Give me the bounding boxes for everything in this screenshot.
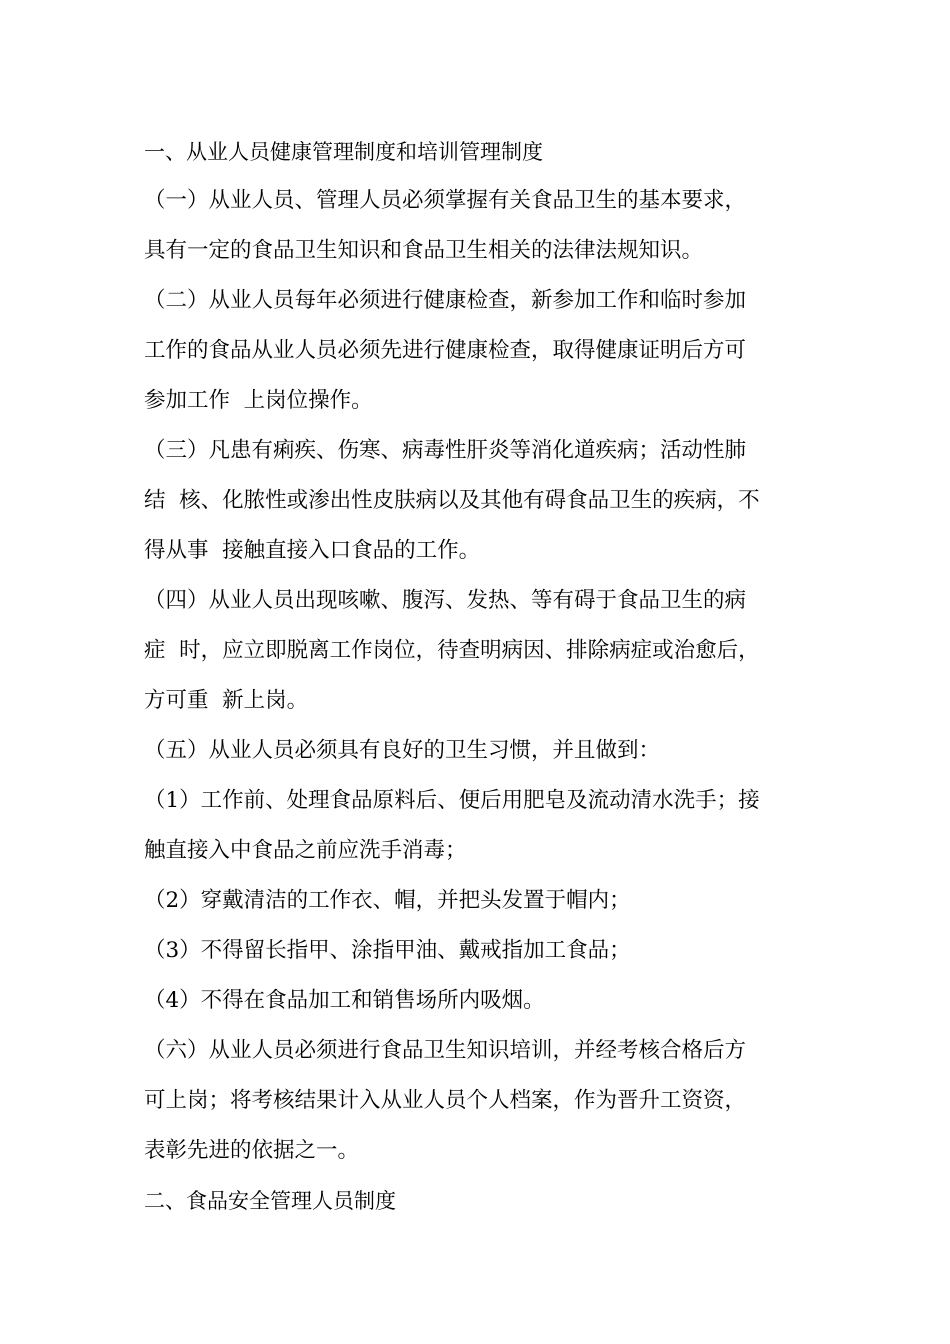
list-item-line: （1）工作前、处理食品原料后、便后用肥皂及流动清水洗手；接 [144, 788, 760, 813]
list-item-line: （3）不得留长指甲、涂指甲油、戴戒指加工食品； [144, 938, 631, 963]
paragraph-line: 可上岗；将考核结果计入从业人员个人档案，作为晋升工资资， [144, 1088, 747, 1113]
list-item-line: （4）不得在食品加工和销售场所内吸烟。 [144, 988, 545, 1013]
paragraph-line: 得从事 接触直接入口食品的工作。 [144, 538, 481, 563]
section-heading-1: 一、从业人员健康管理制度和培训管理制度 [144, 140, 543, 164]
list-item-line: （2）穿戴清洁的工作衣、帽，并把头发置于帽内； [144, 888, 631, 913]
paragraph-line: 具有一定的食品卫生知识和食品卫生相关的法律法规知识。 [144, 238, 704, 263]
paragraph-line: 参加工作 上岗位操作。 [144, 388, 373, 413]
paragraph-line: （六）从业人员必须进行食品卫生知识培训，并经考核合格后方 [144, 1038, 747, 1063]
paragraph-line: 结 核、化脓性或渗出性皮肤病以及其他有碍食品卫生的疾病，不 [144, 488, 760, 513]
paragraph-line: 工作的食品从业人员必须先进行健康检查，取得健康证明后方可 [144, 338, 747, 363]
paragraph-line: 症 时，应立即脱离工作岗位，待查明病因、排除病症或治愈后， [144, 638, 760, 663]
list-item-line: 触直接入中食品之前应洗手消毒； [144, 838, 467, 863]
section-heading-2: 二、食品安全管理人员制度 [144, 1189, 396, 1213]
paragraph-line: 表彰先进的依据之一。 [144, 1138, 360, 1163]
paragraph-line: （三）凡患有痢疾、伤寒、病毒性肝炎等消化道疾病；活动性肺 [144, 438, 747, 463]
paragraph-line: （四）从业人员出现咳嗽、腹泻、发热、等有碍于食品卫生的病 [144, 588, 747, 613]
paragraph-line: （一）从业人员、管理人员必须掌握有关食品卫生的基本要求， [144, 188, 747, 213]
paragraph-line: 方可重 新上岗。 [144, 688, 309, 713]
paragraph-line: （二）从业人员每年必须进行健康检查，新参加工作和临时参加 [144, 288, 747, 313]
paragraph-line: （五）从业人员必须具有良好的卫生习惯，并且做到： [144, 738, 661, 763]
